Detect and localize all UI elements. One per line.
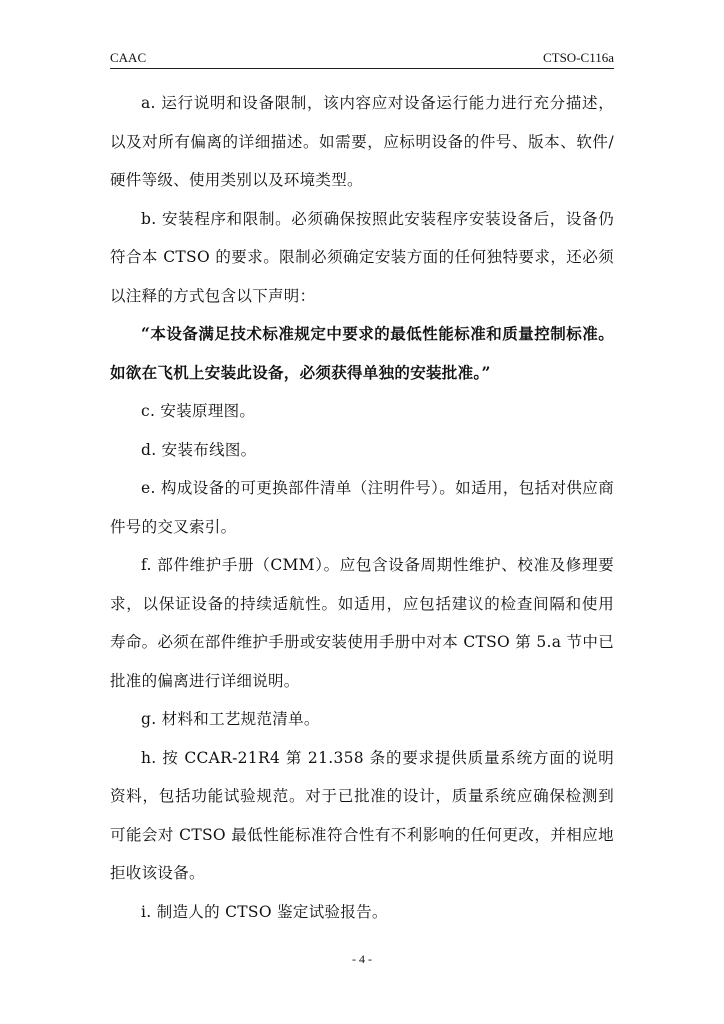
paragraph-e: e. 构成设备的可更换部件清单（注明件号）。如适用，包括对供应商件号的交叉索引。 bbox=[110, 479, 614, 536]
header-org: CAAC bbox=[110, 50, 147, 65]
paragraph-h: h. 按 CCAR-21R4 第 21.358 条的要求提供质量系统方面的说明资料，包括功能试验规范。对于已批准的设计，质量系统应确保检测到可能会对 CTSO 最低性能标准符合性有不利影响的任何更改，并相应地拒收该设备。 bbox=[110, 748, 614, 882]
paragraph-g: g. 材料和工艺规范清单。 bbox=[141, 710, 320, 728]
paragraph-d: d. 安装布线图。 bbox=[141, 440, 257, 459]
page-header bbox=[110, 50, 614, 69]
page-number: - 4 - bbox=[352, 952, 372, 966]
paragraph-a: a. 运行说明和设备限制，该内容应对设备运行能力进行充分描述，以及对所有偏离的详细描述。如需要，应标明设备的件号、版本、软件/硬件等级、使用类别以及环境类型。 bbox=[110, 94, 614, 189]
quoted-statement: “本设备满足技术标准规定中要求的最低性能标准和质量控制标准。如欲在飞机上安装此设备，必须获得单独的安装批准。” bbox=[110, 324, 614, 382]
header-doc-id: CTSO-C116a bbox=[542, 50, 614, 65]
paragraph-b: b. 安装程序和限制。必须确保按照此安装程序安装设备后，设备仍符合本 CTSO 的要求。限制必须确定安装方面的任何独特要求，还必须以注释的方式包含以下声明： bbox=[110, 209, 614, 305]
paragraph-i: i. 制造人的 CTSO 鉴定试验报告。 bbox=[141, 902, 388, 921]
paragraph-f: f. 部件维护手册（CMM）。应包含设备周期性维护、校准及修理要求，以保证设备的持续适航性。如适用，应包括建议的检查间隔和使用寿命。必须在部件维护手册或安装使用手册中对本 CTSO 第 5.a 节中已批准的偏离进行详细说明。 bbox=[110, 556, 614, 690]
document-body bbox=[110, 84, 614, 931]
paragraph-c: c. 安装原理图。 bbox=[141, 402, 256, 420]
